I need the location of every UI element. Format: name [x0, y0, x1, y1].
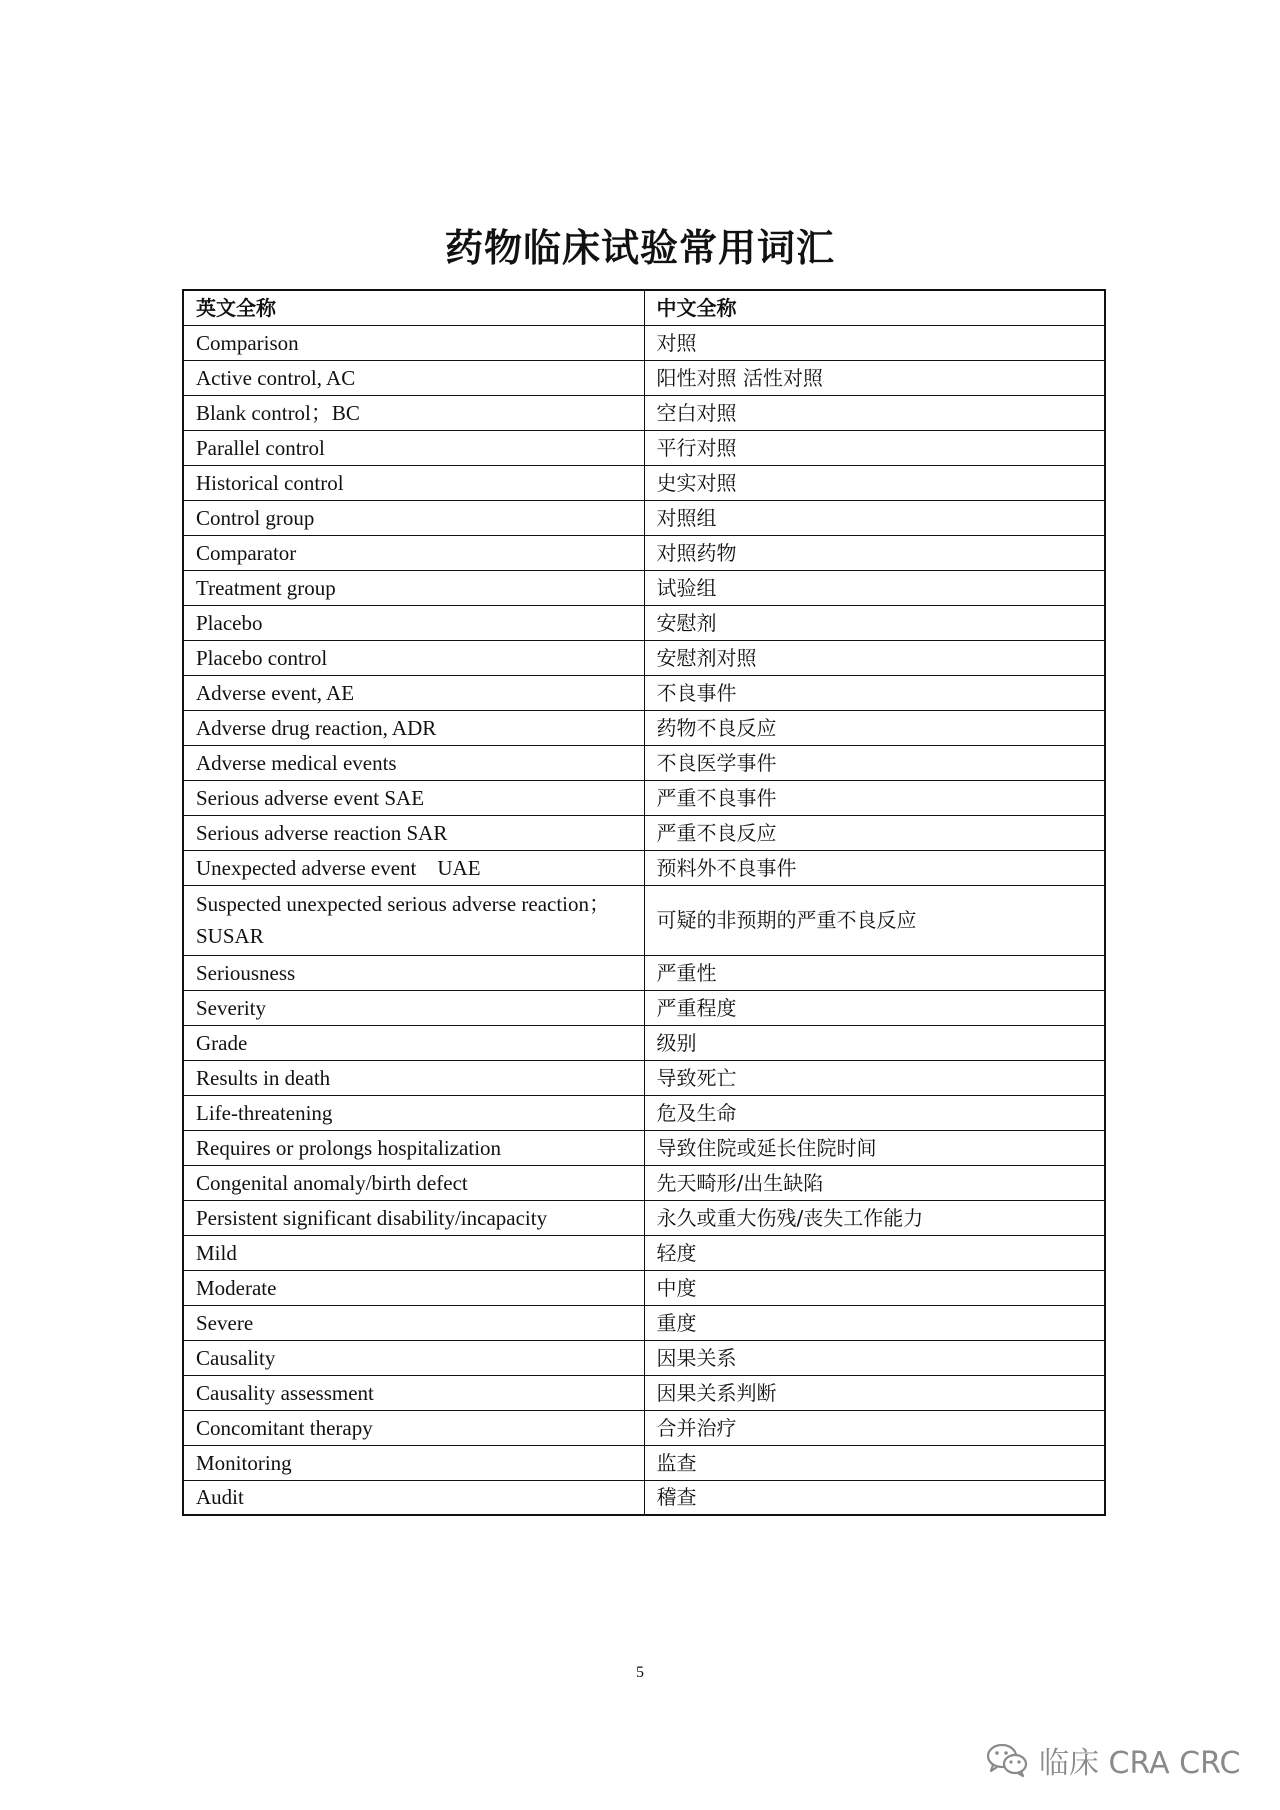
term-english: Moderate: [183, 1270, 644, 1305]
table-row: [183, 640, 1105, 675]
term-chinese: 导致死亡: [644, 1060, 1105, 1095]
page-number: 5: [636, 1664, 644, 1681]
table-row: [183, 710, 1105, 745]
table-row: [183, 395, 1105, 430]
table-row: [183, 1025, 1105, 1060]
term-chinese: 稽查: [644, 1480, 1105, 1515]
term-chinese: 监查: [644, 1445, 1105, 1480]
term-chinese: 级别: [644, 1025, 1105, 1060]
term-chinese: 危及生命: [644, 1095, 1105, 1130]
term-chinese: 不良医学事件: [644, 745, 1105, 780]
term-chinese: 严重不良事件: [644, 780, 1105, 815]
wechat-icon: [985, 1742, 1029, 1778]
table-row: [183, 500, 1105, 535]
term-english: Adverse event, AE: [183, 675, 644, 710]
term-chinese: 永久或重大伤残/丧失工作能力: [644, 1200, 1105, 1235]
table-row: [183, 745, 1105, 780]
term-english: Life-threatening: [183, 1095, 644, 1130]
term-chinese: 因果关系判断: [644, 1375, 1105, 1410]
term-chinese: 严重不良反应: [644, 815, 1105, 850]
term-english: Adverse medical events: [183, 745, 644, 780]
term-chinese: 先天畸形/出生缺陷: [644, 1165, 1105, 1200]
table-row: [183, 990, 1105, 1025]
term-english: Suspected unexpected serious adverse reaction；SUSAR: [183, 885, 644, 955]
term-chinese: 药物不良反应: [644, 710, 1105, 745]
term-english: Grade: [183, 1025, 644, 1060]
term-chinese: 中度: [644, 1270, 1105, 1305]
term-chinese: 平行对照: [644, 430, 1105, 465]
table-row: [183, 570, 1105, 605]
table-row: [183, 955, 1105, 990]
table-row: [183, 1340, 1105, 1375]
table-row: [183, 850, 1105, 885]
term-english: Monitoring: [183, 1445, 644, 1480]
term-chinese: 轻度: [644, 1235, 1105, 1270]
term-english: Mild: [183, 1235, 644, 1270]
term-english: Serious adverse reaction SAR: [183, 815, 644, 850]
term-chinese: 可疑的非预期的严重不良反应: [644, 885, 1105, 955]
term-chinese: 重度: [644, 1305, 1105, 1340]
watermark: [985, 1738, 1240, 1782]
table-row: [183, 1305, 1105, 1340]
table-row: [183, 1165, 1105, 1200]
table-row: [183, 815, 1105, 850]
term-chinese: 不良事件: [644, 675, 1105, 710]
term-english: Results in death: [183, 1060, 644, 1095]
term-chinese: 预料外不良事件: [644, 850, 1105, 885]
glossary-table: [182, 289, 1106, 1516]
table-row: [183, 1480, 1105, 1515]
term-chinese: 空白对照: [644, 395, 1105, 430]
table-row: [183, 1410, 1105, 1445]
term-chinese: 安慰剂: [644, 605, 1105, 640]
table-row: [183, 1375, 1105, 1410]
term-english: Active control, AC: [183, 360, 644, 395]
header-english: 英文全称: [183, 290, 644, 325]
term-chinese: 阳性对照 活性对照: [644, 360, 1105, 395]
table-row: [183, 325, 1105, 360]
term-chinese: 试验组: [644, 570, 1105, 605]
table-row: [183, 675, 1105, 710]
table-row: [183, 1270, 1105, 1305]
term-english: Concomitant therapy: [183, 1410, 644, 1445]
term-chinese: 对照: [644, 325, 1105, 360]
term-english: Audit: [183, 1480, 644, 1515]
table-row: [183, 465, 1105, 500]
term-english: Severity: [183, 990, 644, 1025]
term-english: Unexpected adverse event UAE: [183, 850, 644, 885]
term-chinese: 对照药物: [644, 535, 1105, 570]
term-english: Causality: [183, 1340, 644, 1375]
term-chinese: 严重程度: [644, 990, 1105, 1025]
term-english: Placebo control: [183, 640, 644, 675]
term-english: Parallel control: [183, 430, 644, 465]
header-chinese: 中文全称: [644, 290, 1105, 325]
term-chinese: 导致住院或延长住院时间: [644, 1130, 1105, 1165]
table-row: [183, 430, 1105, 465]
table-row: [183, 1200, 1105, 1235]
table-row: [183, 1445, 1105, 1480]
term-english: Severe: [183, 1305, 644, 1340]
term-english: Adverse drug reaction, ADR: [183, 710, 644, 745]
term-english: Blank control；BC: [183, 395, 644, 430]
term-english: Serious adverse event SAE: [183, 780, 644, 815]
term-english: Congenital anomaly/birth defect: [183, 1165, 644, 1200]
term-english: Control group: [183, 500, 644, 535]
table-row: [183, 1235, 1105, 1270]
table-row: [183, 1130, 1105, 1165]
term-english: Seriousness: [183, 955, 644, 990]
table-row: [183, 535, 1105, 570]
watermark-text: 临床 CRA CRC: [1039, 1746, 1241, 1781]
term-chinese: 合并治疗: [644, 1410, 1105, 1445]
term-english: Persistent significant disability/incapacity: [183, 1200, 644, 1235]
term-chinese: 对照组: [644, 500, 1105, 535]
term-english: Causality assessment: [183, 1375, 644, 1410]
term-chinese: 史实对照: [644, 465, 1105, 500]
table-row: [183, 605, 1105, 640]
term-english: Placebo: [183, 605, 644, 640]
term-chinese: 因果关系: [644, 1340, 1105, 1375]
term-english: Comparison: [183, 325, 644, 360]
table-header-row: [183, 290, 1105, 325]
table-row: [183, 360, 1105, 395]
page-title: 药物临床试验常用词汇: [444, 225, 835, 270]
term-chinese: 严重性: [644, 955, 1105, 990]
term-english: Treatment group: [183, 570, 644, 605]
table-row: [183, 780, 1105, 815]
table-row: [183, 1060, 1105, 1095]
table-row: [183, 885, 1105, 955]
term-english: Historical control: [183, 465, 644, 500]
table-row: [183, 1095, 1105, 1130]
term-english: Comparator: [183, 535, 644, 570]
term-chinese: 安慰剂对照: [644, 640, 1105, 675]
term-english: Requires or prolongs hospitalization: [183, 1130, 644, 1165]
